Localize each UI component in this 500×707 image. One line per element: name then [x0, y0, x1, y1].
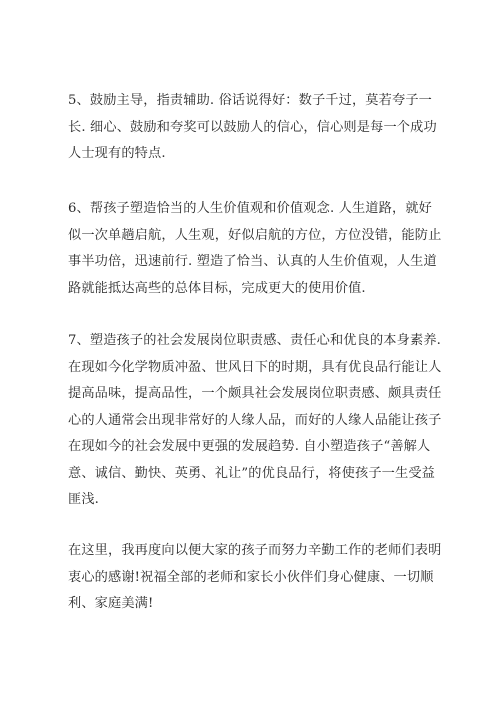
text-line: 利、家庭美满!	[68, 596, 154, 611]
text-line: 在现如今的社会发展中更强的发展趋势. 自小塑造孩子“善解人	[68, 439, 431, 454]
text-line: 在现如今化学物质冲盈、世风日下的时期，具有优良品行能让人	[68, 359, 442, 375]
paragraph-item-7	[68, 328, 442, 514]
text-line: 匪浅.	[68, 492, 100, 507]
text-line: 心的人通常会出现非常好的人缘人品，而好的人缘人品能让孩子	[68, 412, 442, 428]
text-line: 衷心的感谢!祝福全部的老师和家长小伙伴们身心健康、一切顺	[68, 569, 434, 585]
text-line: 意、诚信、勤快、英勇、礼让”的优良品行，将使孩子一生受益	[68, 465, 436, 481]
closing-paragraph	[68, 538, 442, 618]
text-line: 5、鼓励主导，指责辅助. 俗话说得好：数子千过，莫若夸子一	[68, 93, 432, 108]
paragraph-item-5	[68, 88, 438, 168]
paragraph-item-6	[68, 196, 442, 302]
text-line: 7、塑造孩子的社会发展岗位职责感、责任心和优良的本身素养.	[68, 333, 441, 348]
text-line: 事半功倍，迅速前行. 塑造了恰当、认真的人生价值观，人生道	[68, 254, 437, 269]
text-line: 人士现有的特点.	[68, 146, 166, 161]
text-line: 6、帮孩子塑造恰当的人生价值观和价值观念. 人生道路，就好	[68, 201, 432, 216]
text-line: 提高品味，提高品性，一个颇具社会发展岗位职责感、颇具责任	[68, 386, 442, 401]
text-line: 长. 细心、鼓励和夸奖可以鼓励人的信心，信心则是每一个成功	[68, 119, 437, 135]
text-line: 在这里，我再度向以便大家的孩子而努力辛勤工作的老师们表明	[68, 543, 442, 558]
text-line: 路就能抵达高些的总体目标，完成更大的使用价值.	[68, 280, 366, 296]
text-line: 似一次单趟启航，人生观，好似启航的方位，方位没错，能防止	[68, 227, 442, 243]
